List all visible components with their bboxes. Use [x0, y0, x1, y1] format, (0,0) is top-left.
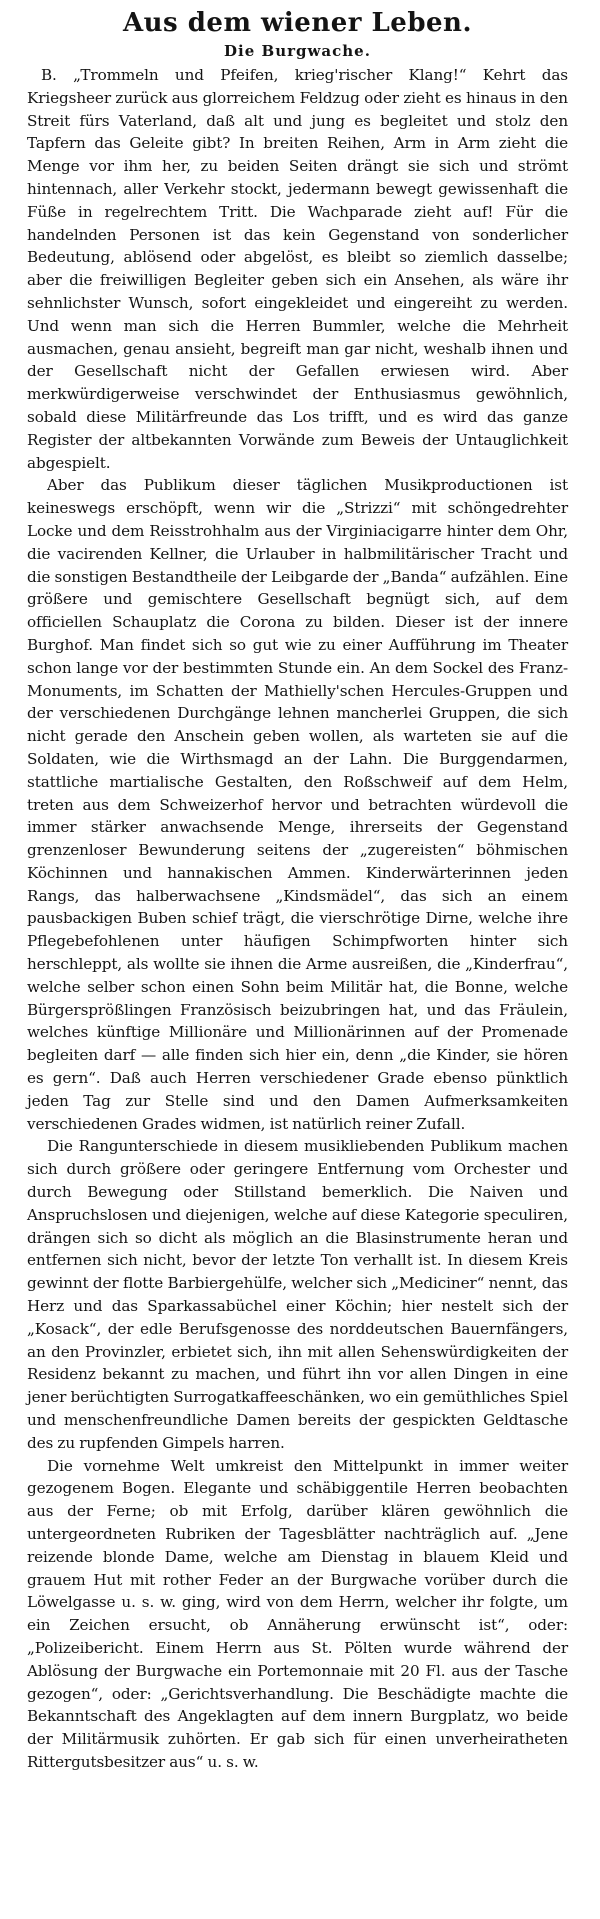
article-paragraph-2: Aber das Publikum dieser täglichen Musikproductionen ist keineswegs erschöpft, wenn wir die „Strizzi“ mit schöngedrehter Locke und dem Reisstrohhalm aus der Virginiacigarre hinter dem Ohr, die vacirenden Kellner, die Urlauber in halbmilitärischer Tracht und die sonstigen Bestandtheile der Leibgarde der „Banda“ aufzählen. Eine größere und gemischtere Gesellschaft begnügt sich, auf dem officiellen Schauplatz die Corona zu bilden. Dieser ist der innere Burghof. Man findet sich so gut wie zu einer Aufführung im Theater schon lange vor der bestimmten Stunde ein. An dem Sockel des Franz-Monuments, im Schatten der Mathielly'schen Hercules-Gruppen und der verschiedenen Durchgänge lehnen mancherlei Gruppen, die sich nicht gerade den Anschein geben wollen, als warteten sie auf die Soldaten, wie die Wirthsmagd an der Lahn. Die Burggendarmen, stattliche martialische Gestalten, den Roßschweif auf dem Helm, treten aus dem Schweizerhof hervor und betrachten würdevoll die immer stärker anwachsende Menge, ihrerseits der Gegenstand grenzenloser Bewunderung seitens der „zugereisten“ böhmischen Köchinnen und hannakischen Ammen. Kinderwärterinnen jeden Rangs, das halberwachsene „Kindsmädel“, das sich an einem pausbackigen Buben schief trägt, die vierschrötige Dirne, welche ihre Pflegebefohlenen unter häufigen Schimpfworten hinter sich herschleppt, als wollte sie ihnen die Arme ausreißen, die „Kinderfrau“, welche selber schon einen Sohn beim Militär hat, die Bonne, welche Bürgersprößlingen Französisch beizubringen hat, und das Fräulein, welches künftige Millionäre und Millionärinnen auf der Promenade begleiten darf — alle finden sich hier ein, denn „die Kinder, sie hören es gern“. Daß auch Herren verschiedener Grade ebenso pünktlich jeden Tag zur Stelle sind und den Damen Aufmerksamkeiten verschiedenen Grades widmen, ist natürlich reiner Zufall.	[27, 476, 568, 1133]
article-title: Aus dem wiener Leben.	[122, 8, 473, 38]
article-subtitle: Die Burgwache.	[224, 42, 371, 60]
article-paragraph-4: Die vornehme Welt umkreist den Mittelpunkt in immer weiter gezogenem Bogen. Elegante und schäbiggentile Herren beobachten aus der Ferne; ob mit Erfolg, darüber klären gewöhnlich die untergeordneten Rubriken der Tagesblätter nachträglich auf. „Jene reizende blonde Dame, welche am Dienstag in blauem Kleid und grauem Hut mit rother Feder an der Burgwache vorüber durch die Löwelgasse u. s. w. ging, wird von dem Herrn, welcher ihr folgte, um ein Zeichen ersucht, ob Annäherung erwünscht ist“, oder: „Polizeibericht. Einem Herrn aus St. Pölten wurde während der Ablösung der Burgwache ein Portemonnaie mit 20 Fl. aus der Tasche gezogen“, oder: „Gerichtsverhandlung. Die Beschädigte machte die Bekanntschaft des Angeklagten auf dem innern Burgplatz, wo beide der Militärmusik zuhörten. Er gab sich für einen unverheiratheten Rittergutsbesitzer aus“ u. s. w.	[27, 1456, 568, 1771]
article-paragraph-3: Die Rangunterschiede in diesem musikliebenden Publikum machen sich durch größere oder geringere Entfernung vom Orchester und durch Bewegung oder Stillstand bemerklich. Die Naiven und Anspruchslosen und diejenigen, welche auf diese Kategorie speculiren, drängen sich so dicht als möglich an die Blasinstrumente heran und entfernen sich nicht, bevor der letzte Ton verhallt ist. In diesem Kreis gewinnt der flotte Barbiergehülfe, welcher sich „Mediciner“ nennt, das Herz und das Sparkassabüchel einer Köchin; hier nestelt sich der „Kosack“, der edle Berufsgenosse des norddeutschen Bauernfängers, an den Provinzler, erbietet sich, ihn mit allen Sehenswürdigkeiten der Residenz bekannt zu machen, und führt ihn vor allen Dingen in eine jener berüchtigten Surrogatkaffeeschänken, wo ein gemüthliches Spiel und menschenfreundliche Damen bereits der gespickten Geldtasche des zu rupfenden Gimpels harren.	[27, 1137, 568, 1452]
article-paragraph-1: B. „Trommeln und Pfeifen, krieg'rischer Klang!“ Kehrt das Kriegsheer zurück aus glorreichem Feldzug oder zieht es hinaus in den Streit fürs Vaterland, daß alt und jung es begleitet und stolz den Tapfern das Geleite gibt? In breiten Reihen, Arm in Arm zieht die Menge vor ihm her, zu beiden Seiten drängt sie sich und strömt hintennach, aller Verkehr stockt, jedermann bewegt gewissenhaft die Füße in regelrechtem Tritt. Die Wachparade zieht auf! Für die handelnden Personen ist das kein Gegenstand von sonderlicher Bedeutung, ablösend oder abgelöst, es bleibt so ziemlich dasselbe; aber die freiwilligen Begleiter geben sich ein Ansehen, als wäre ihr sehnlichster Wunsch, sofort eingekleidet und eingereiht zu werden. Und wenn man sich die Herren Bummler, welche die Mehrheit ausmachen, genau ansieht, begreift man gar nicht, weshalb ihnen und der Gesellschaft nicht der Gefallen erwiesen wird. Aber merkwürdigerweise verschwindet der Enthusiasmus gewöhnlich, sobald diese Militärfreunde das Los trifft, und es wird das ganze Register der altbekannten Vorwände zum Beweis der Untauglichkeit abgespielt.	[27, 66, 568, 472]
